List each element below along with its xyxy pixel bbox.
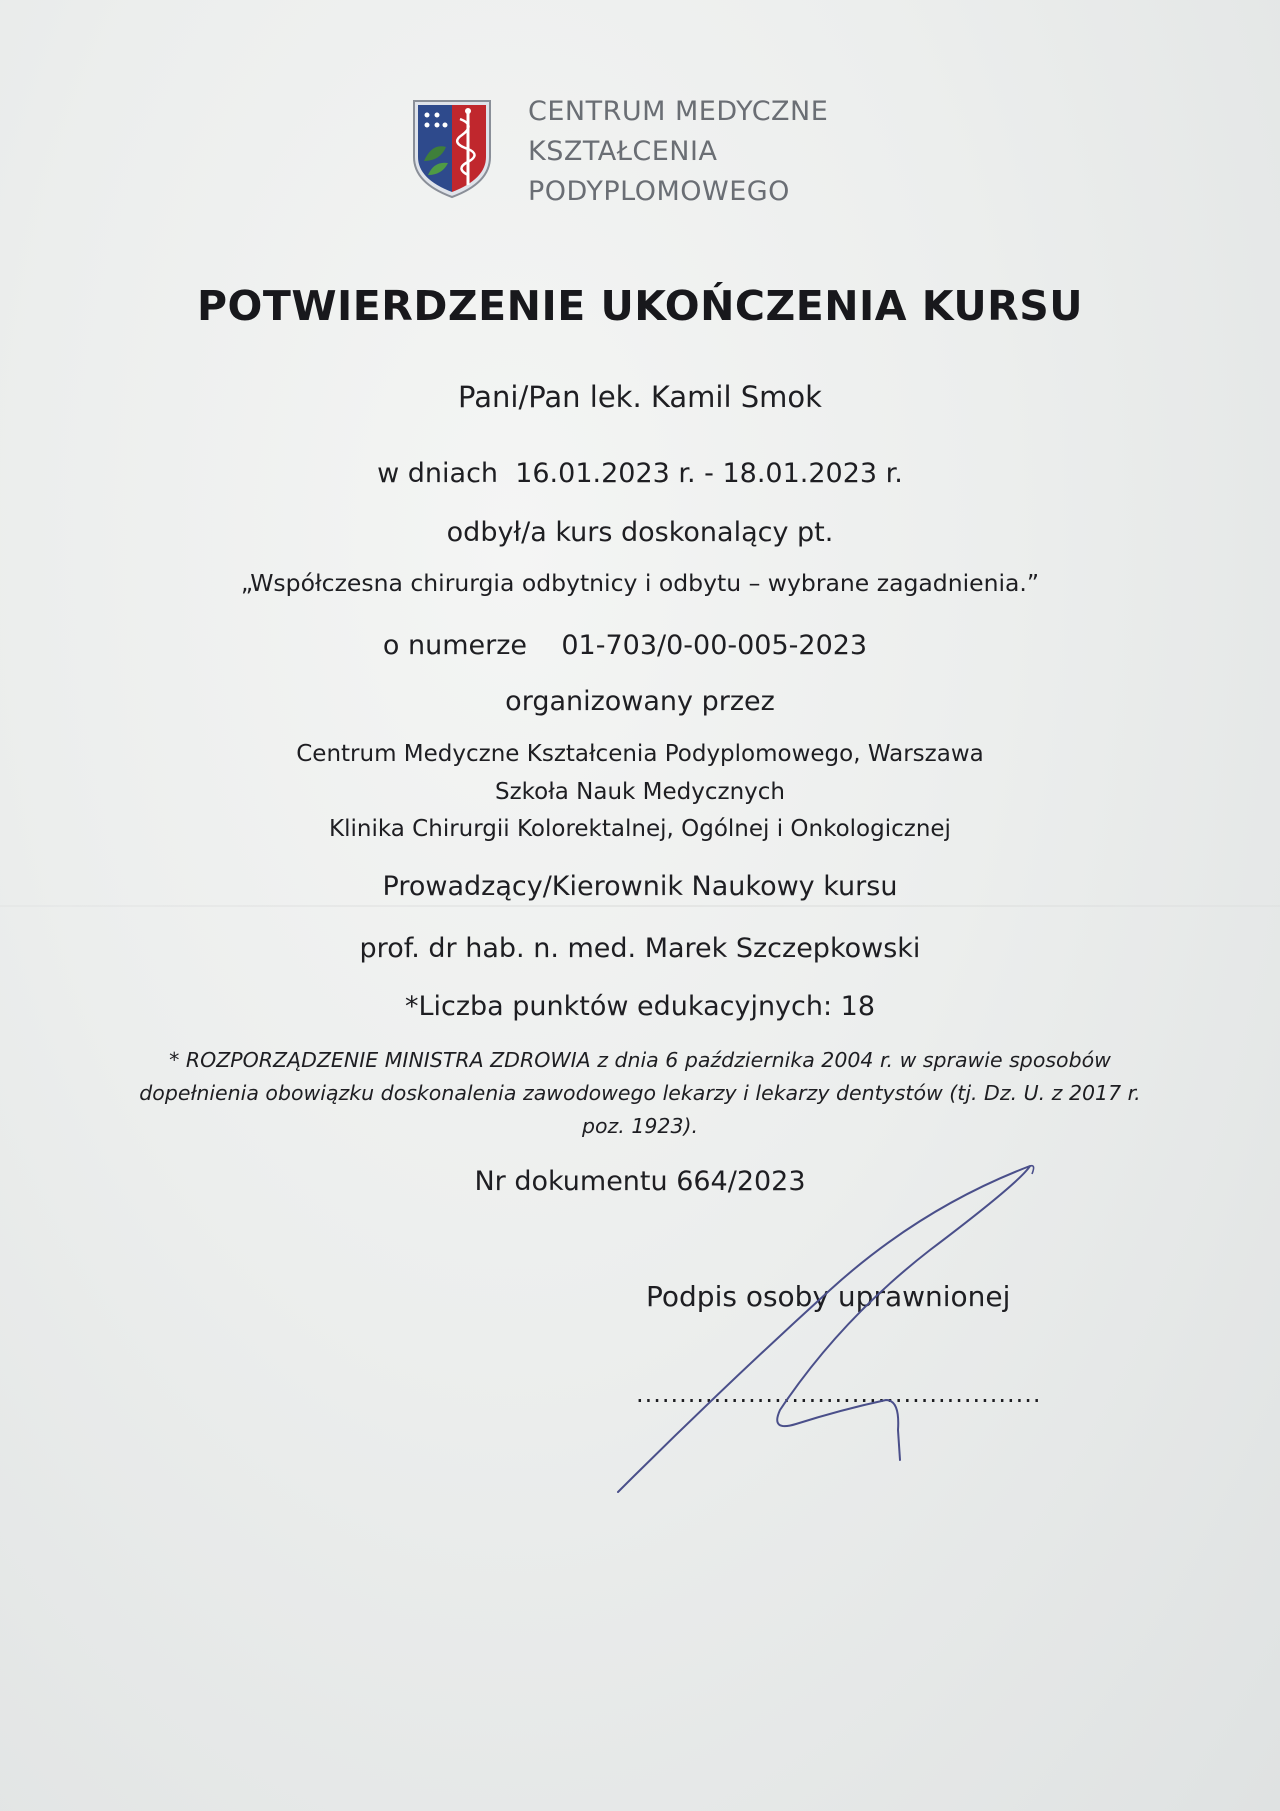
director-label: Prowadzący/Kierownik Naukowy kursu <box>382 871 898 902</box>
signature-label: Podpis osoby uprawnionej <box>646 1280 1011 1313</box>
footnote-line-3: poz. 1923). <box>581 1114 699 1138</box>
director-name: prof. dr hab. n. med. Marek Szczepkowski <box>359 933 921 964</box>
signature-dotted-line: ............................................... <box>636 1380 1042 1408</box>
org-name-line-3: PODYPLOMOWEGO <box>528 176 790 207</box>
course-dates <box>0 458 1280 489</box>
organizer-line-3: Klinika Chirurgii Kolorektalnej, Ogólnej i Onkologicznej <box>329 816 951 842</box>
footnote-line-2: dopełnienia obowiązku doskonalenia zawodowego lekarzy i lekarzy dentystów (tj. Dz. U. z 2017 r. <box>139 1081 1141 1105</box>
regulation-footnote <box>90 1044 1190 1143</box>
org-name-line-1: CENTRUM MEDYCZNE <box>528 96 829 127</box>
medical-shield-caduceus-logo-icon <box>410 95 494 199</box>
organizer-line-1: Centrum Medyczne Kształcenia Podyplomowego, Warszawa <box>296 741 984 767</box>
dates-prefix: w dniach <box>377 458 499 489</box>
handwritten-signature-icon <box>600 1160 1060 1500</box>
paper-fold-line <box>0 905 1280 907</box>
recipient-name: Pani/Pan lek. Kamil Smok <box>458 380 822 414</box>
course-title: „Współczesna chirurgia odbytnicy i odbytu – wybrane zagadnienia.” <box>240 569 1040 597</box>
course-number <box>0 630 1280 661</box>
organizer-line-2: Szkoła Nauk Medycznych <box>494 779 786 805</box>
document-title: POTWIERDZENIE UKOŃCZENIA KURSU <box>196 282 1084 330</box>
education-points: *Liczba punktów edukacyjnych: 18 <box>404 991 876 1022</box>
number-value: 01-703/0-00-005-2023 <box>561 630 868 661</box>
number-prefix: o numerze <box>382 630 528 661</box>
footnote-line-1: * ROZPORZĄDZENIE MINISTRA ZDROWIA z dnia 6 października 2004 r. w sprawie sposobów <box>169 1048 1111 1072</box>
completed-text: odbył/a kurs doskonalący pt. <box>446 517 834 548</box>
organized-by-label: organizowany przez <box>505 686 775 717</box>
org-name-line-2: KSZTAŁCENIA <box>528 136 718 167</box>
document-number: Nr dokumentu 664/2023 <box>474 1166 806 1197</box>
organization-name <box>528 92 828 212</box>
dates-value: 16.01.2023 r. - 18.01.2023 r. <box>515 458 903 489</box>
